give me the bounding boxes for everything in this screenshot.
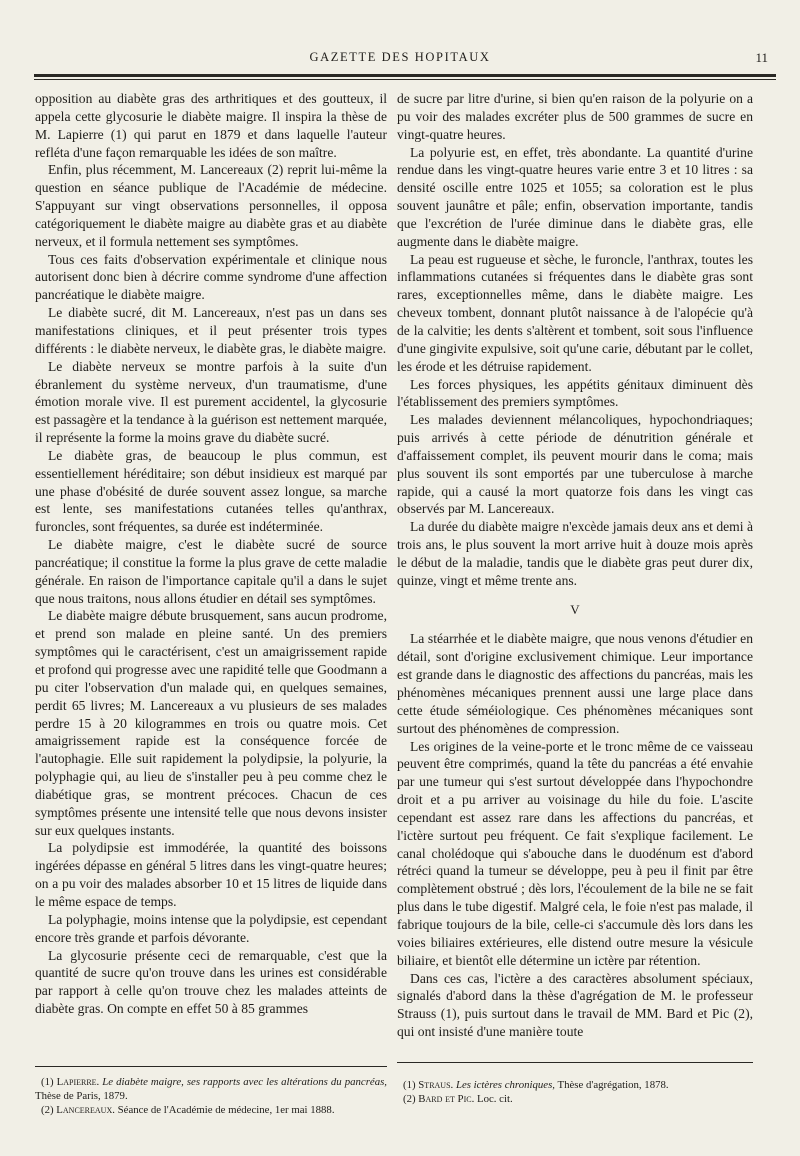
journal-title: GAZETTE DES HOPITAUX [309, 50, 491, 64]
footnote: (1) Straus. Les ictères chroniques, Thèse d'agrégation, 1878. [403, 1079, 669, 1091]
footnote: (1) Lapierre. Le diabète maigre, ses rapports avec les altérations du pancréas, Thèse de Paris, 1879. [35, 1076, 387, 1102]
paragraph: Les malades deviennent mélancoliques, hypochondriaques; puis arrivés à cette période de dénutrition générale et d'affaissement complet, ils peuvent mourir dans le coma; mais plus souvent ils sont emportés par une tuberculose à marche rapide, qui a causé la mort quatorze fois dans les vingt cas observés par M. Lancereaux. [397, 412, 753, 517]
footnote-author: Straus. [418, 1079, 454, 1091]
footnote: (2) Lancereaux. Séance de l'Académie de médecine, 1er mai 1888. [41, 1104, 335, 1116]
header-rule-thin [34, 79, 776, 80]
section-heading: V [570, 601, 580, 617]
footnote-author: Lapierre. [56, 1076, 100, 1088]
footnote-title: Le diabète maigre, ses rapports avec les altérations du pancréas, [102, 1076, 387, 1088]
paragraph: Dans ces cas, l'ictère a des caractères absolument spéciaux, signalés d'abord dans la thèse d'agrégation de M. le professeur Strauss (1), puis surtout dans le travail de MM. Bard et Pic (2), qui ont insisté d'une manière toute [397, 970, 753, 1040]
header-rule-thick [34, 74, 776, 77]
paragraph: Les forces physiques, les appétits génitaux diminuent dès l'établissement des premiers symptômes. [397, 376, 753, 410]
paragraph: Le diabète maigre, c'est le diabète sucré de source pancréatique; il constitue la forme la plus grave de cette maladie générale. En raison de l'importance capitale qu'il a dans le sujet que nous traitons, nous allons étudier en détail ses symptômes. [35, 537, 387, 606]
page-number: 11 [755, 50, 768, 65]
paragraph: La peau est rugueuse et sèche, le furoncle, l'anthrax, toutes les inflammations cutanées si fréquentes dans le diabète gras sont rares, exceptionnelles même, dans le diabète maigre. Les cheveux tombent, donnant plutôt naissance à de l'alopécie qu'à de la calvitie; les dents s'altèrent et tombent, soit sous l'influence d'une gingivite expulsive, soit qu'une carie, débutant par le collet, les érode et les détruise rapidement. [397, 251, 753, 374]
paragraph: Le diabète nerveux se montre parfois à la suite d'un ébranlement du système nerveux, d'un traumatisme, d'une émotion morale vive. Il est purement accidentel, la glycosurie est passagère et la tendance à la guérison est nettement marquée, il représente la forme la moins grave du diabète sucré. [35, 358, 387, 446]
page-header [30, 50, 770, 70]
paragraph: La polyphagie, moins intense que la polydipsie, est cependant encore très grande et parfois dévorante. [35, 911, 387, 945]
left-column [35, 90, 387, 1018]
paragraph: Le diabète sucré, dit M. Lancereaux, n'est pas un dans ses manifestations cliniques, et il peut présenter trois types différents : le diabète nerveux, le diabète gras, le diabète maigre. [35, 305, 387, 356]
paragraph: Tous ces faits d'observation expérimentale et clinique nous autorisent donc bien à décrire comme syndrome d'une affection pancréatique le diabète maigre. [35, 251, 387, 303]
footnote-title: Les ictères chroniques, [455, 1079, 555, 1091]
footnote-author: Lancereaux. [56, 1104, 115, 1116]
footnote: (2) Bard et Pic. Loc. cit. [403, 1093, 513, 1105]
footnotes-right [397, 1078, 753, 1106]
right-column [397, 90, 753, 1041]
paragraph: opposition au diabète gras des arthritiques et des goutteux, il appela cette glycosurie le diabète maigre. Il inspira la thèse de M. Lapierre (1) qui parut en 1879 et dans laquelle l'auteur refléta d'une façon remarquable les idées de son maître. [35, 91, 387, 160]
footnotes-left [35, 1075, 387, 1117]
footnote-text: Séance de l'Académie de médecine, 1er mai 1888. [117, 1104, 335, 1116]
paragraph: La glycosurie présente ceci de remarquable, c'est que la quantité de sucre qu'on trouve dans les urines est considérable par rapport à celle qu'on trouve chez les malades atteints de diabète gras. On compte en effet 50 à 85 grammes [35, 947, 387, 1017]
footnote-author: Bard et Pic. [418, 1093, 475, 1105]
paragraph: La polyurie est, en effet, très abondante. La quantité d'urine rendue dans les vingt-quatre heures varie entre 3 et 10 litres : sa densité oscille entre 1025 et 1055; sa coloration est le plus souvent jaunâtre et pâle; enfin, observation importante, tandis que l'excrétion de l'urée diminue dans le diabète gras, elle augmente dans le diabète maigre. [397, 144, 753, 249]
paragraph: Enfin, plus récemment, M. Lancereaux (2) reprit lui-même la question en séance publique de l'Académie de médecine. S'appuyant sur vingt observations personnelles, il opposa catégoriquement le diabète maigre au diabète gras et au diabète nerveux, et il formula nettement ses symptômes. [35, 162, 387, 249]
paragraph: Le diabète gras, de beaucoup le plus commun, est essentiellement héréditaire; son début insidieux est marqué par une phase d'obésité de durée souvent assez longue, sa marche est lente, ses manifestations cutanées telles qu'anthrax, furoncles, sont fréquentes, sa durée est indéterminée. [35, 447, 387, 535]
paragraph: La durée du diabète maigre n'excède jamais deux ans et demi à trois ans, le plus souvent la mort arrive huit à douze mois après le début de la maladie, tandis que le diabète gras peut durer dix, quinze, vingt et même trente ans. [397, 519, 753, 588]
paragraph: La polydipsie est immodérée, la quantité des boissons ingérées dépasse en général 5 litres dans les vingt-quatre heures; on a pu voir des malades absorber 10 et 15 litres de liquide dans le même espace de temps. [35, 840, 387, 909]
footnote-text: Loc. cit. [476, 1093, 513, 1105]
paragraph: Les origines de la veine-porte et le tronc même de ce vaisseau peuvent être comprimés, quand la tête du pancréas a été envahie par une tumeur qui s'est surtout développée dans l'hypochondre droit et a pu arriver au voisinage du hile du foie. L'ascite cependant est assez rare dans les affections du pancréas, et l'ictère surtout peu fréquent. Ce fait s'explique facilement. Le canal cholédoque qui s'abouche dans le duodénum est d'abord rétréci quand la tumeur se développe, peu à peu il finit par être complètement obstrué ; dès lors, l'écoulement de la bile ne se fait plus dans le tube digestif. Malgré cela, le foie n'est pas malade, il fabrique toujours de la bile, celle-ci s'accumule dès lors dans les voies biliaires extérieures, elle distend outre mesure la vésicule biliaire, et bientôt elle détermine un ictère par rétention. [397, 738, 753, 968]
paragraph: La stéarrhée et le diabète maigre, que nous venons d'étudier en détail, sont d'origine exclusivement chimique. Leur importance est grande dans le diagnostic des affections du pancréas, mais les phénomènes mécaniques prennent aussi une large place dans cette étude séméiologique. Ces phénomènes mécaniques sont surtout des phénomènes de compression. [397, 631, 753, 736]
footnote-text: Thèse d'agrégation, 1878. [557, 1079, 669, 1091]
paragraph: Le diabète maigre débute brusquement, sans aucun prodrome, et prend son malade en pleine santé. Un des premiers symptômes qui le caractérisent, c'est un amaigrissement rapide et profond qui progresse avec une rapidité telle que Goodmann a pu citer l'observation d'un malade qui, en quelques semaines, perdit 65 livres; M. Lancereaux a vu plusieurs de ses malades perdre 15 à 20 kilogrammes en trois ou quatre mois. Cet amaigrissement rapide est la conséquence forcée de l'autophagie. Elle suit rapidement la polydipsie, la polyurie, la polyphagie qui, au lieu de s'installer peu à peu comme chez le diabétique gras, se montrent précoces. Chacun de ces symptômes présente une intensité telle que nous devons insister sur eux quelques instants. [35, 608, 387, 838]
footnote-rule [35, 1066, 387, 1067]
paragraph: de sucre par litre d'urine, si bien qu'en raison de la polyurie on a pu voir des malades excréter plus de 500 grammes de sucre en vingt-quatre heures. [397, 91, 753, 142]
footnote-text: Thèse de Paris, 1879. [35, 1090, 128, 1102]
footnote-rule [397, 1062, 753, 1063]
